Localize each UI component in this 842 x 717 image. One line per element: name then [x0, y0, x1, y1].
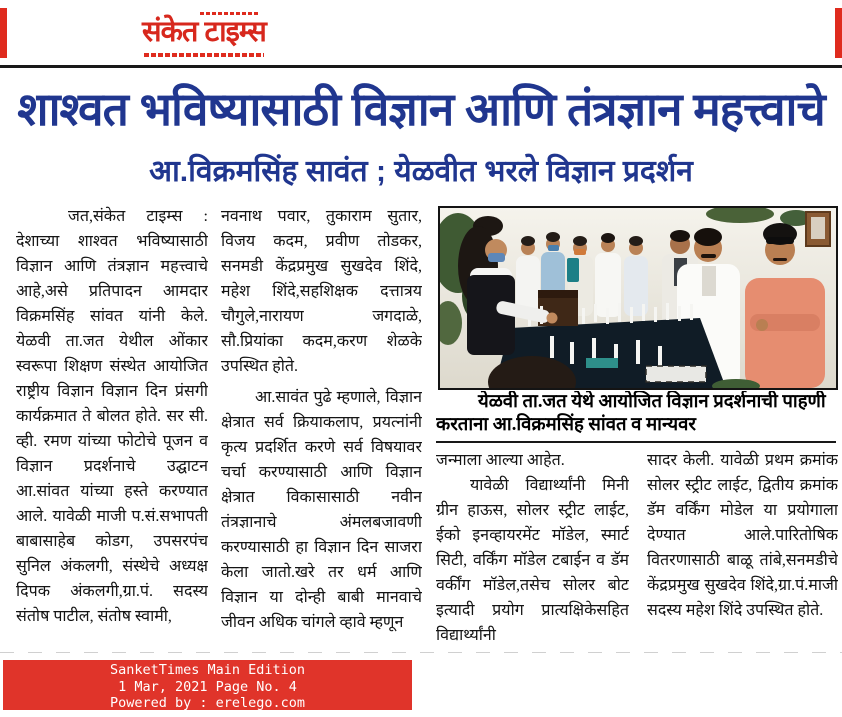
- article-column-1: [16, 204, 208, 658]
- photo-picture-frame: [806, 212, 830, 246]
- main-headline: शाश्वत भविष्यासाठी विज्ञान आणि तंत्रज्ञान महत्त्वाचे: [17, 83, 825, 135]
- left-edge-red-mark: [0, 8, 7, 58]
- masthead-divider-rule: [0, 65, 842, 68]
- article-text: जन्माला आल्या आहेत.: [436, 452, 565, 469]
- caption-divider-rule: [436, 441, 836, 443]
- right-edge-red-mark: [835, 8, 842, 58]
- article-text: जत,संकेत टाइम्स : देशाच्या शाश्वत भविष्यासाठी विज्ञान आणि तंत्रज्ञान महत्त्वाचे आहे,असे प्रतिपादन आमदार विक्रमसिंह सांवत यांनी केले. येळवी ता.जत येथील ओंकार स्वरूपा शिक्षण संस्थेत आयोजित राष्ट्रीय विज्ञान विज्ञान दिन प्रंसगी कार्यक्रमात ते बोलत होते. सर सी. व्ही. रमण यांच्या फोटोचे पूजन व विज्ञान प्रदर्शनाचे उद्घाटन आ.सांवत यांच्या हस्ते करण्यात आले. यावेळी माजी प.सं.सभापती बाबासाहेब कोडग, उपसरपंच सुनिल अंकलगी, संस्थेचे अध्यक्ष दिपक अंकलगी,ग्रा.पं. सदस्य संतोष पाटील, संतोष स्वामी,: [16, 208, 208, 625]
- footer-powered-by: Powered by : erelego.com: [109, 695, 306, 711]
- exhibition-photo: [438, 206, 838, 390]
- article-text: यावेळी विद्यार्थ्यांनी मिनी ग्रीन हाऊस, सोलर स्ट्रीट लाईट, ईको इनव्हायरमेंट मॉडेल, स्मार्ट सिटी, वर्किंग मॉडेल टबाईन व डॅम वर्कींग मॉडेल,तसेच सोलर बोट इत्यादी प्रयोग प्रात्यक्षिकेसहित विद्यार्थ्यांनी: [436, 477, 629, 644]
- footer-bar: [3, 660, 412, 710]
- article-text: आ.सावंत पुढे म्हणाले, विज्ञान क्षेत्रात सर्व क्रियाकलाप, प्रयत्नांनी कृत्य प्रदर्शित करणे सर्व विषयावर चर्चा करण्यासाठी आणि विज्ञान क्षेत्रात विकासासाठी नवीन तंत्रज्ञानाचे अंमलबजावणी करण्यासाठी हा विज्ञान दिन साजरा केला जातो.खरे तर धर्म आणि विज्ञान या दोन्ही बाबी मानवाचे जीवन अधिक चांगले व्हावे म्हणून: [221, 389, 422, 631]
- sub-headline: आ.विक्रमसिंह सावंत ; येळवीत भरले विज्ञान प्रदर्शन: [149, 155, 693, 188]
- article-text: सादर केली. यावेळी प्रथम क्रमांक सोलर स्ट्रीट लाईट, द्वितीय क्रमांक डॅम वर्किंग मोडेल या प्रयोगाला देण्यात आले.पारितोषिक वितरणासाठी बाळू तांबे,सनमडीचे केंद्रप्रमुख सुखदेव शिंदे,ग्रा.पं.माजी सदस्य महेश शिंदे उपस्थित होते.: [647, 452, 838, 619]
- article-column-4: [647, 448, 838, 656]
- masthead-tagline: [144, 53, 264, 57]
- article-text: नवनाथ पवार, तुकाराम सुतार, विजय कदम, प्रवीण तोडकर, सनमडी केंद्रप्रमुख सुखदेव शिंदे, महेश शिंदे,सहशिक्षक दत्तात्रय चौगुले,नारायण जगदाळे, सौ.प्रियांका कदम,करण शेळके उपस्थित होते.: [221, 208, 422, 375]
- footer-date-page: 1 Mar, 2021 Page No. 4: [118, 678, 297, 695]
- exhibition-photo-scene: [440, 208, 836, 388]
- photo-caption: येळवी ता.जत येथे आयोजित विज्ञान प्रदर्शनाची पाहणी करताना आ.विक्रमसिंह सांवत व मान्यवर: [436, 392, 826, 435]
- article-column-2: [221, 204, 422, 658]
- footer-edition: SanketTimes Main Edition: [109, 662, 306, 678]
- article-column-3: [436, 448, 629, 656]
- clip-cut-line: [0, 652, 842, 653]
- masthead: [140, 6, 290, 64]
- newspaper-logo: संकेत टाइम्स: [142, 16, 266, 48]
